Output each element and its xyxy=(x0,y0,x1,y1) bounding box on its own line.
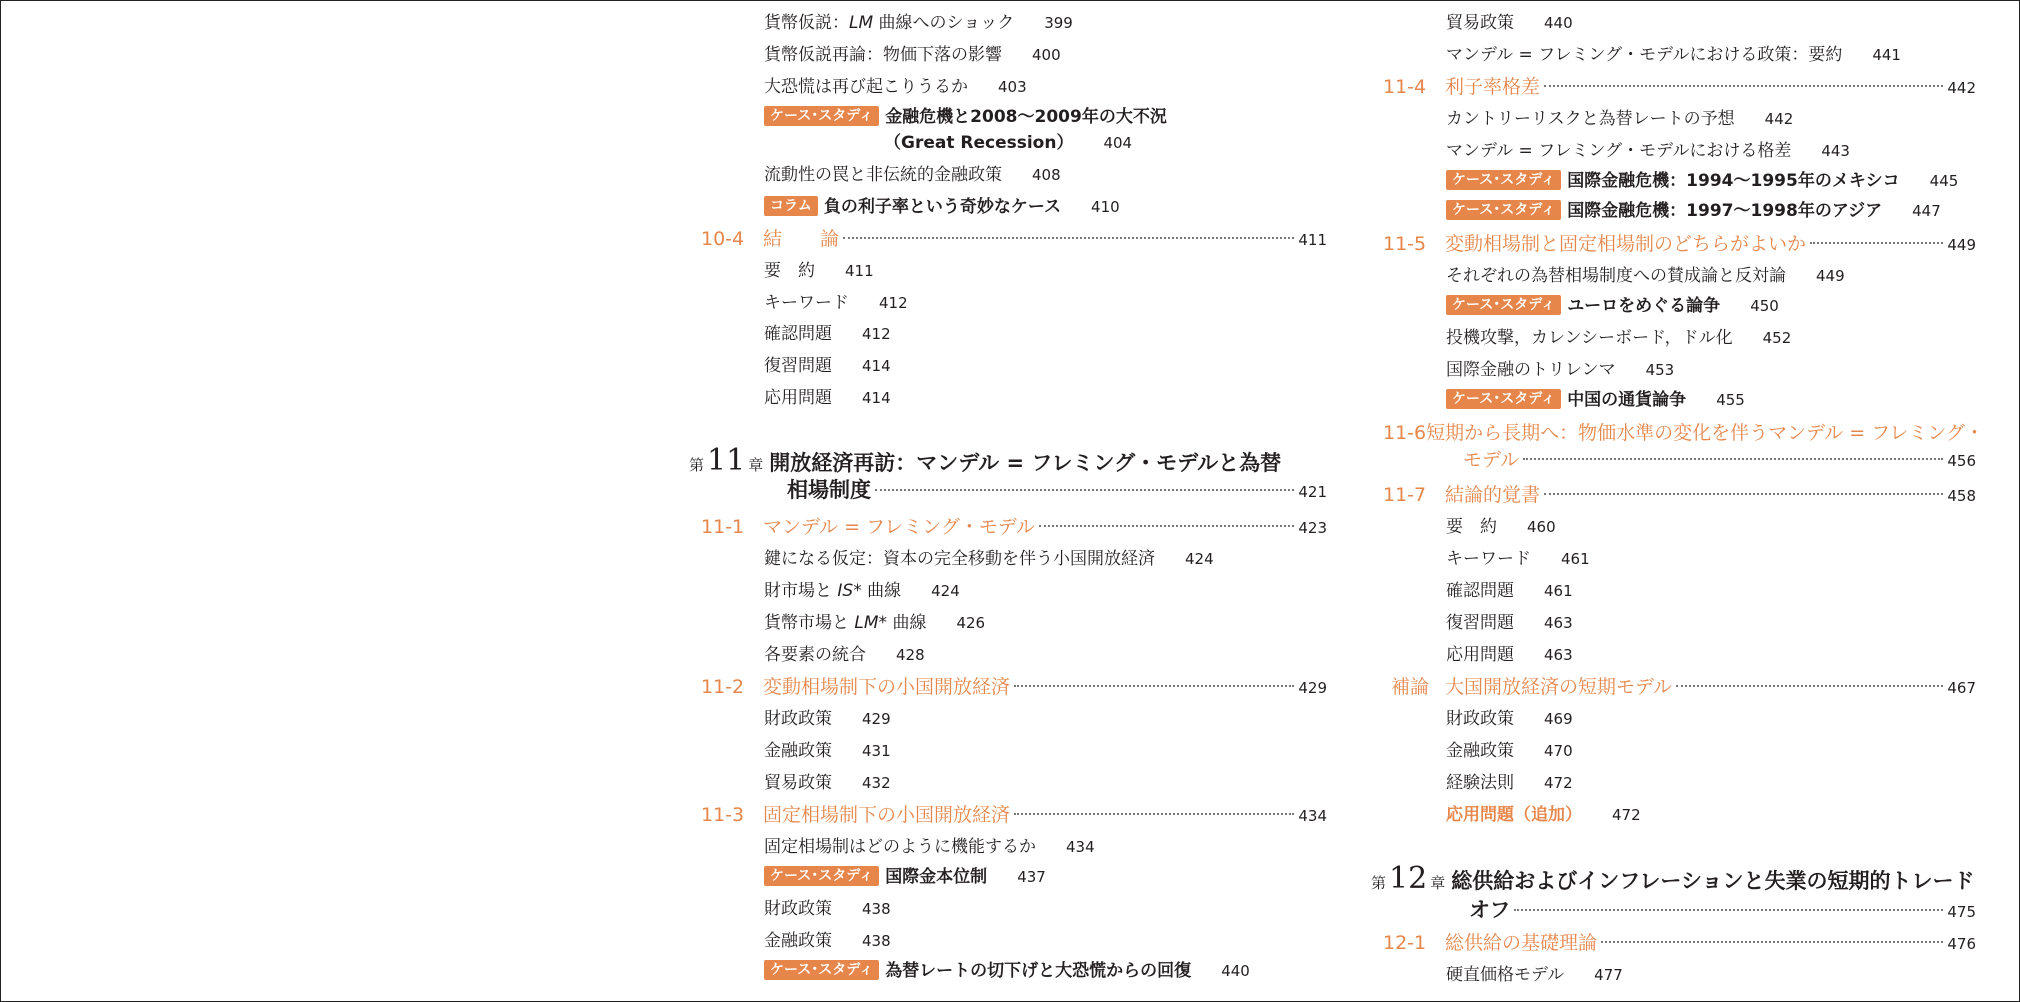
toc-text: 412 xyxy=(862,325,891,343)
toc-entry[interactable] xyxy=(1446,135,1976,167)
toc-section-11-2[interactable] xyxy=(701,671,1327,703)
toc-text: 11-7 xyxy=(1383,484,1427,506)
toc-text: 449 xyxy=(1816,267,1845,285)
toc-text: 財政政策 xyxy=(764,899,832,919)
toc-text: 貨幣市場と xyxy=(764,613,855,633)
toc-entry[interactable] xyxy=(1446,195,1976,227)
toc-text: 437 xyxy=(1017,868,1046,886)
toc-text: キーワード xyxy=(1446,549,1531,569)
toc-section-11-3[interactable] xyxy=(701,799,1327,831)
toc-entry[interactable] xyxy=(764,925,1327,957)
toc-text: 投機攻撃，カレンシーボード，ドル化 xyxy=(1446,328,1733,348)
toc-text: 434 xyxy=(1066,838,1095,856)
toc-chapter-11-continuation[interactable] xyxy=(787,474,1327,506)
toc-text: 財政政策 xyxy=(764,709,832,729)
toc-text: LM* xyxy=(854,613,888,633)
toc-text: 424 xyxy=(931,582,960,600)
dot-leader xyxy=(1014,685,1294,687)
toc-text: 400 xyxy=(1032,46,1061,64)
toc-entry[interactable] xyxy=(1446,735,1976,767)
toc-entry[interactable] xyxy=(764,382,1327,414)
case-study-tag: ケース･スタディ xyxy=(1446,295,1561,315)
toc-text: 為替レートの切下げと大恐慌からの回復 xyxy=(885,961,1192,981)
dot-leader xyxy=(1544,85,1943,87)
toc-entry[interactable] xyxy=(764,607,1327,639)
toc-text: 各要素の統合 xyxy=(764,645,866,665)
toc-text: 復習問題 xyxy=(764,356,832,376)
toc-entry[interactable] xyxy=(764,639,1327,671)
toc-text: 変動相場制下の小国開放経済 xyxy=(763,676,1011,698)
toc-text: 要 約 xyxy=(1446,517,1497,537)
toc-section-11-6-continuation[interactable] xyxy=(1463,444,1976,476)
toc-entry[interactable] xyxy=(764,861,1327,893)
toc-text: マンデル = フレミング・モデルにおける格差 xyxy=(1446,141,1792,161)
toc-text: 財政政策 xyxy=(1446,709,1514,729)
toc-entry[interactable] xyxy=(1446,639,1976,671)
toc-text: 11-4 xyxy=(1383,76,1427,98)
toc-text: 金融政策 xyxy=(1446,741,1514,761)
toc-text: 曲線 xyxy=(861,581,902,601)
case-study-tag: ケース･スタディ xyxy=(764,960,879,980)
toc-text: 硬直価格モデル xyxy=(1446,965,1565,985)
toc-text: 434 xyxy=(1298,807,1327,825)
toc-text: 復習問題 xyxy=(1446,613,1514,633)
toc-text: 貨幣仮説： xyxy=(764,13,849,33)
toc-text: 438 xyxy=(862,932,891,950)
toc-text: 貿易政策 xyxy=(1446,13,1514,33)
dot-leader xyxy=(1514,909,1943,911)
toc-text: 472 xyxy=(1544,774,1573,792)
toc-text: 貨幣仮説再論：物価下落の影響 xyxy=(764,45,1002,65)
case-study-tag: ケース･スタディ xyxy=(764,866,879,886)
toc-text: カントリーリスクと為替レートの予想 xyxy=(1446,109,1735,129)
toc-entry[interactable] xyxy=(1446,511,1976,543)
toc-text: 短期から長期へ：物価水準の変化を伴うマンデル = フレミング・ xyxy=(1426,422,1985,444)
toc-chapter-12-continuation[interactable] xyxy=(1469,894,1976,926)
toc-text: 総供給の基礎理論 xyxy=(1445,932,1598,954)
toc-entry[interactable] xyxy=(764,703,1327,735)
dot-leader xyxy=(1676,685,1943,687)
toc-text: モデル xyxy=(1463,449,1520,471)
case-study-tag: ケース･スタディ xyxy=(1446,170,1561,190)
toc-entry[interactable] xyxy=(764,255,1327,287)
toc-text: 469 xyxy=(1544,710,1573,728)
toc-text: 利子率格差 xyxy=(1445,76,1541,98)
toc-text: 476 xyxy=(1947,935,1976,953)
toc-text: 11 xyxy=(707,443,746,478)
toc-text: キーワード xyxy=(764,293,849,313)
toc-section-11-5[interactable] xyxy=(1383,228,1976,260)
toc-text: 国際金融危機：1994～1995年のメキシコ xyxy=(1567,171,1900,191)
toc-text: 金融危機と2008～2009年の大不況 xyxy=(885,107,1167,127)
toc-entry[interactable] xyxy=(1446,575,1976,607)
toc-text: 403 xyxy=(998,78,1027,96)
toc-text: 429 xyxy=(862,710,891,728)
toc-entry-continuation[interactable] xyxy=(884,127,1327,159)
toc-text: 456 xyxy=(1947,452,1976,470)
toc-text: 相場制度 xyxy=(787,478,871,502)
toc-entry[interactable] xyxy=(1446,959,1976,991)
toc-entry[interactable] xyxy=(1446,103,1976,135)
toc-text: 12-1 xyxy=(1383,932,1427,954)
toc-text: 414 xyxy=(862,357,891,375)
toc-text: 金融政策 xyxy=(764,741,832,761)
toc-entry[interactable] xyxy=(764,191,1327,223)
toc-text: 453 xyxy=(1645,361,1675,379)
toc-text: 442 xyxy=(1947,79,1976,97)
toc-text: 408 xyxy=(1032,166,1061,184)
toc-section-11-1[interactable] xyxy=(701,511,1327,543)
toc-text: 曲線 xyxy=(887,613,927,633)
toc-text: 414 xyxy=(862,389,891,407)
toc-text: 475 xyxy=(1947,903,1976,921)
toc-entry[interactable] xyxy=(1446,260,1976,292)
toc-text: 曲線へのショック xyxy=(873,13,1015,33)
toc-chapter-11[interactable] xyxy=(689,445,1327,477)
dot-leader xyxy=(1039,525,1294,527)
toc-text: 428 xyxy=(896,646,925,664)
toc-text: 440 xyxy=(1544,14,1573,32)
toc-text: 461 xyxy=(1544,582,1573,600)
dot-leader xyxy=(1014,813,1294,815)
toc-text: 461 xyxy=(1561,550,1590,568)
toc-entry[interactable] xyxy=(1446,767,1976,799)
toc-text: 11-1 xyxy=(701,516,745,538)
toc-text: 449 xyxy=(1947,236,1976,254)
toc-text: 章 xyxy=(1430,874,1446,892)
toc-entry[interactable] xyxy=(1446,322,1976,354)
toc-text: マンデル = フレミング・モデルにおける政策：要約 xyxy=(1446,45,1843,65)
toc-text: 470 xyxy=(1544,742,1573,760)
toc-entry[interactable] xyxy=(1446,290,1976,322)
toc-text: 第 xyxy=(689,456,705,474)
toc-text: 423 xyxy=(1298,519,1327,537)
toc-text: 440 xyxy=(1221,962,1250,980)
toc-entry[interactable] xyxy=(1446,384,1976,416)
toc-text: 411 xyxy=(1298,231,1327,249)
toc-text: 固定相場制はどのように機能するか xyxy=(764,837,1036,857)
dot-leader xyxy=(1544,493,1943,495)
toc-text: 国際金融危機：1997～1998年のアジア xyxy=(1567,201,1883,221)
toc-section-11-4[interactable] xyxy=(1383,71,1976,103)
toc-entry[interactable] xyxy=(764,7,1327,39)
toc-text: LM xyxy=(849,13,874,33)
toc-text: 463 xyxy=(1544,614,1573,632)
toc-text: 458 xyxy=(1947,487,1976,505)
dot-leader xyxy=(1601,941,1943,943)
toc-text: 要 約 xyxy=(764,261,815,281)
toc-text: 変動相場制と固定相場制のどちらがよいか xyxy=(1445,233,1807,255)
toc-text: 国際金融のトリレンマ xyxy=(1446,360,1616,380)
toc-text: 結 論 xyxy=(763,228,840,250)
toc-text: 11-2 xyxy=(701,676,745,698)
toc-entry[interactable] xyxy=(764,955,1327,987)
toc-chapter-12[interactable] xyxy=(1371,863,1976,895)
toc-entry[interactable] xyxy=(764,831,1327,863)
toc-entry[interactable] xyxy=(1446,165,1976,197)
toc-text: 12 xyxy=(1389,861,1428,896)
toc-entry[interactable] xyxy=(764,735,1327,767)
toc-entry[interactable] xyxy=(764,71,1327,103)
toc-text: 11-5 xyxy=(1383,233,1427,255)
dot-leader xyxy=(875,489,1294,491)
toc-text: 流動性の罠と非伝統的金融政策 xyxy=(764,165,1002,185)
toc-text: 固定相場制下の小国開放経済 xyxy=(763,804,1011,826)
dot-leader xyxy=(1810,242,1943,244)
toc-section-11-7[interactable] xyxy=(1383,479,1976,511)
toc-entry[interactable] xyxy=(764,159,1327,191)
toc-entry[interactable] xyxy=(1446,39,1976,71)
toc-text: 貿易政策 xyxy=(764,773,832,793)
toc-text: 412 xyxy=(879,294,908,312)
toc-entry[interactable] xyxy=(1446,607,1976,639)
toc-text: マンデル = フレミング・モデル xyxy=(763,516,1035,538)
toc-text: 460 xyxy=(1527,518,1556,536)
toc-entry[interactable] xyxy=(1446,354,1976,386)
case-study-tag: ケース･スタディ xyxy=(1446,389,1561,409)
toc-text: 確認問題 xyxy=(764,324,832,344)
toc-entry[interactable] xyxy=(764,350,1327,382)
toc-entry[interactable] xyxy=(764,767,1327,799)
toc-text: （Great Recession） xyxy=(884,133,1074,153)
toc-text: 総供給およびインフレーションと失業の短期的トレード xyxy=(1451,869,1975,893)
toc-text: 432 xyxy=(862,774,891,792)
toc-text: 450 xyxy=(1750,297,1779,315)
toc-text: 455 xyxy=(1716,391,1745,409)
toc-text: ユーロをめぐる論争 xyxy=(1567,296,1721,316)
toc-entry[interactable] xyxy=(764,575,1327,607)
dot-leader xyxy=(843,237,1294,239)
toc-text: オフ xyxy=(1469,898,1511,922)
toc-text: 399 xyxy=(1044,14,1073,32)
toc-text: 447 xyxy=(1912,202,1941,220)
toc-text: 中国の通貨論争 xyxy=(1567,390,1687,410)
column-tag: コラム xyxy=(764,196,818,216)
toc-text: 452 xyxy=(1762,329,1792,347)
toc-text: 補論 xyxy=(1391,676,1430,698)
toc-text: 472 xyxy=(1612,806,1641,824)
toc-text: 404 xyxy=(1103,134,1133,152)
toc-text: 421 xyxy=(1298,483,1327,501)
toc-text: 11-3 xyxy=(701,804,745,826)
case-study-tag: ケース･スタディ xyxy=(1446,200,1561,220)
toc-text: 章 xyxy=(748,456,764,474)
toc-entry[interactable] xyxy=(764,543,1327,575)
toc-text: 確認問題 xyxy=(1446,581,1514,601)
toc-text: 442 xyxy=(1764,110,1794,128)
toc-text: 426 xyxy=(956,614,986,632)
toc-text: IS* xyxy=(837,581,862,601)
toc-entry[interactable] xyxy=(764,318,1327,350)
toc-entry[interactable] xyxy=(764,39,1327,71)
toc-text: 445 xyxy=(1929,172,1959,190)
toc-text: 大国開放経済の短期モデル xyxy=(1445,676,1673,698)
toc-text: 463 xyxy=(1544,646,1573,664)
toc-entry[interactable] xyxy=(764,893,1327,925)
toc-text: 424 xyxy=(1185,550,1214,568)
toc-text: それぞれの為替相場制度への賛成論と反対論 xyxy=(1446,266,1786,286)
toc-text: 負の利子率という奇妙なケース xyxy=(823,197,1062,217)
toc-text: 477 xyxy=(1594,966,1623,984)
toc-text: 441 xyxy=(1872,46,1901,64)
toc-text: 応用問題 xyxy=(1446,645,1514,665)
toc-text: 結論的覚書 xyxy=(1445,484,1541,506)
toc-text: 経験法則 xyxy=(1446,773,1514,793)
toc-text: 467 xyxy=(1947,679,1976,697)
toc-text: 411 xyxy=(845,262,874,280)
toc-entry[interactable] xyxy=(764,287,1327,319)
toc-text: 財市場と xyxy=(764,581,838,601)
toc-text: 429 xyxy=(1298,679,1327,697)
toc-text: 11-6 xyxy=(1383,422,1427,444)
toc-text: 438 xyxy=(862,900,891,918)
toc-text: 応用問題（追加） xyxy=(1446,805,1582,825)
toc-entry[interactable] xyxy=(1446,7,1976,39)
toc-text: 開放経済再訪：マンデル = フレミング・モデルと為替 xyxy=(769,451,1282,475)
toc-entry[interactable] xyxy=(1446,703,1976,735)
toc-text: 国際金本位制 xyxy=(885,867,988,887)
toc-section-appendix[interactable] xyxy=(1391,671,1976,703)
dot-leader xyxy=(1523,458,1943,460)
toc-text: 443 xyxy=(1821,142,1850,160)
toc-entry[interactable] xyxy=(1446,799,1976,831)
toc-text: 第 xyxy=(1371,874,1387,892)
toc-entry[interactable] xyxy=(1446,543,1976,575)
toc-text: 10-4 xyxy=(701,228,745,250)
toc-text: 410 xyxy=(1091,198,1120,216)
toc-text: 金融政策 xyxy=(764,931,832,951)
toc-section-12-1[interactable] xyxy=(1383,927,1976,959)
toc-text: 431 xyxy=(862,742,891,760)
toc-text: 応用問題 xyxy=(764,388,832,408)
case-study-tag: ケース･スタディ xyxy=(764,106,879,126)
toc-text: 鍵になる仮定：資本の完全移動を伴う小国開放経済 xyxy=(764,549,1155,569)
toc-section-10-4[interactable] xyxy=(701,223,1327,255)
toc-text: 大恐慌は再び起こりうるか xyxy=(764,77,968,97)
